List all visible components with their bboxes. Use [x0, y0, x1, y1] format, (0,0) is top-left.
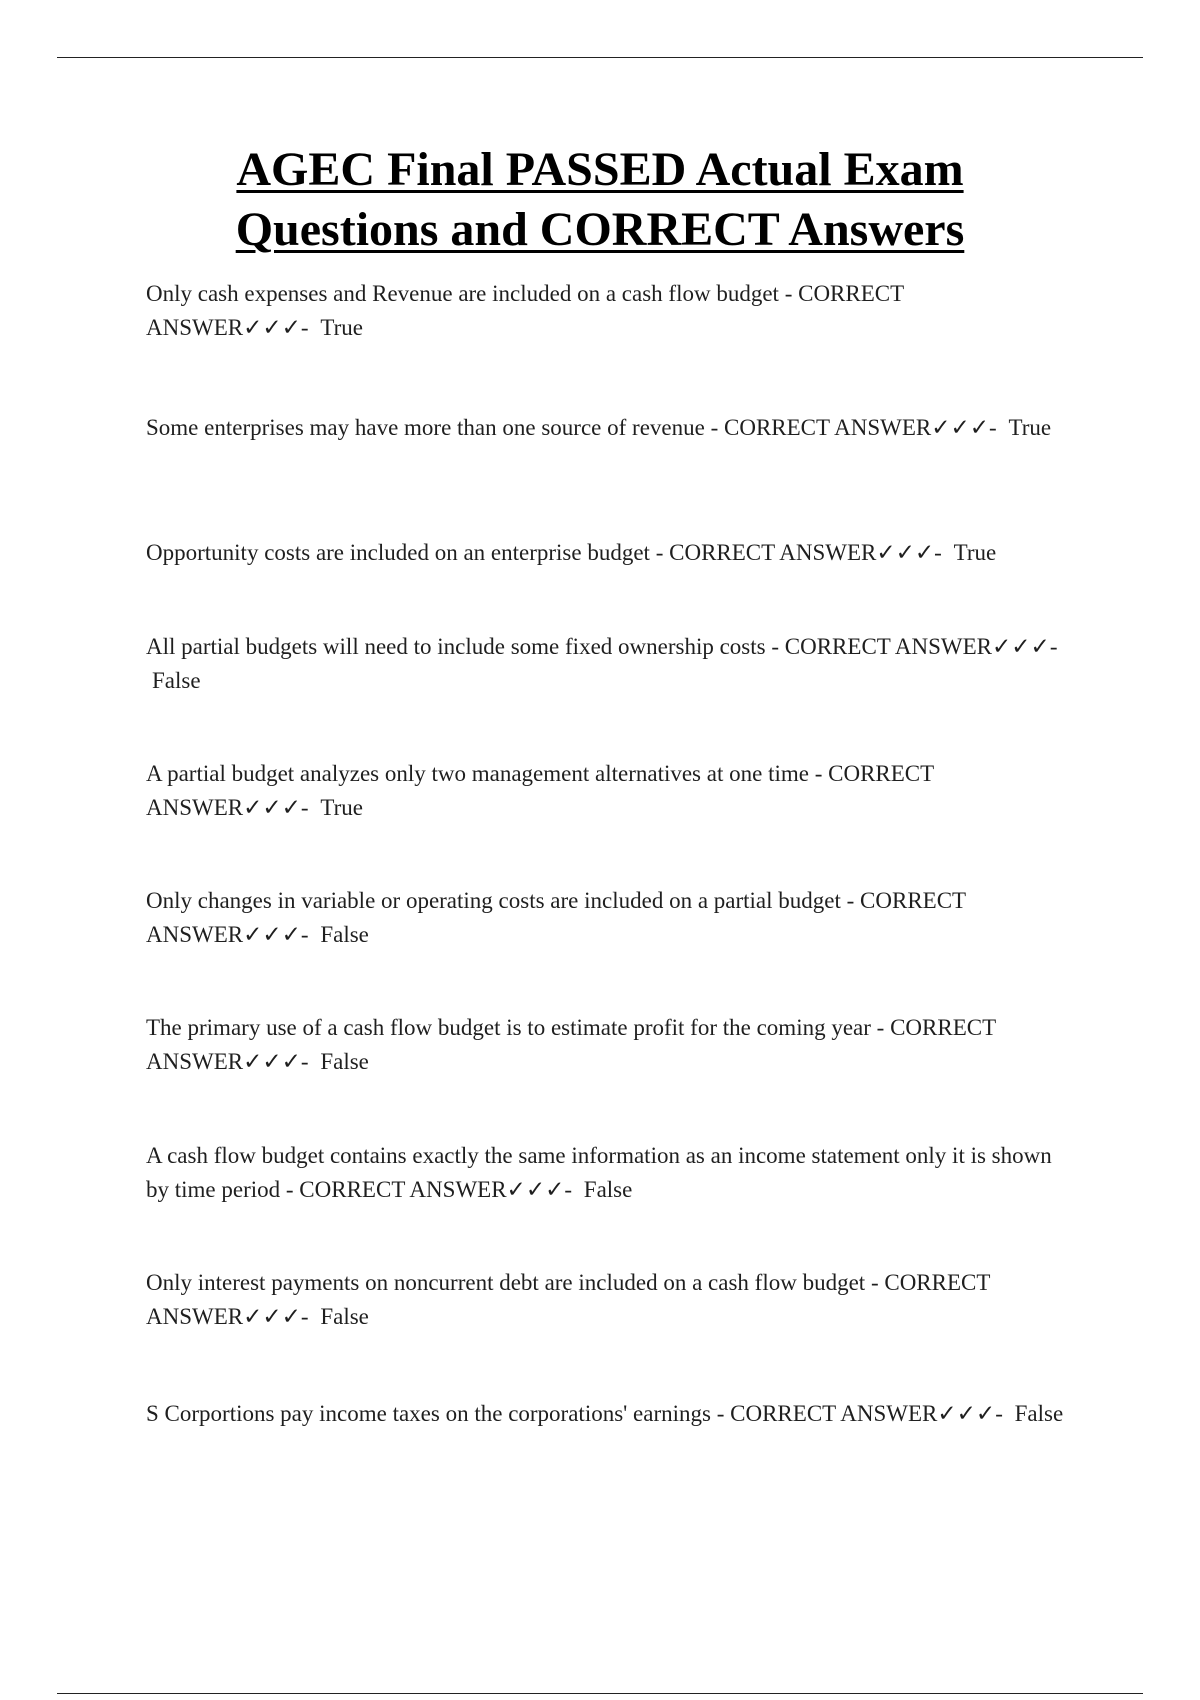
answer-text: False [152, 668, 201, 693]
answer-marker: - CORRECT ANSWER✓✓✓- [146, 1015, 996, 1074]
answer-marker: - CORRECT ANSWER✓✓✓- [146, 888, 966, 947]
question-text: Only changes in variable or operating costs are included on a partial budget [146, 888, 841, 913]
answer-marker: - CORRECT ANSWER✓✓✓- [280, 1177, 578, 1202]
question-text: A partial budget analyzes only two management alternatives at one time [146, 761, 809, 786]
answer-marker: - CORRECT ANSWER✓✓✓- [146, 761, 934, 820]
answer-marker: - CORRECT ANSWER✓✓✓- [146, 281, 904, 340]
qa-item [146, 757, 1066, 825]
answer-text: True [320, 795, 363, 820]
question-text: The primary use of a cash flow budget is to estimate profit for the coming year [146, 1015, 871, 1040]
question-text: S Corportions pay income taxes on the corporations' earnings [146, 1401, 711, 1426]
title-line-1: AGEC Final PASSED Actual Exam [236, 143, 964, 196]
answer-text: False [320, 1049, 369, 1074]
qa-item [146, 536, 1066, 570]
question-text: A cash flow budget contains exactly the same information as an income statement only it is shown by time period [146, 1143, 1052, 1202]
qa-item [146, 1139, 1066, 1207]
question-text: Only interest payments on noncurrent debt are included on a cash flow budget [146, 1270, 866, 1295]
qa-item [146, 1266, 1066, 1334]
top-divider [57, 57, 1143, 58]
answer-marker: - CORRECT ANSWER✓✓✓- [146, 1270, 991, 1329]
question-text: Opportunity costs are included on an enterprise budget [146, 540, 650, 565]
qa-item [146, 1011, 1066, 1079]
answer-marker: - CORRECT ANSWER✓✓✓- [704, 415, 1003, 440]
qa-item [146, 411, 1066, 445]
title-line-2: Questions and CORRECT Answers [235, 203, 965, 256]
qa-item [146, 630, 1066, 698]
answer-text: True [953, 540, 997, 565]
answer-text: False [320, 1304, 369, 1329]
question-text: Only cash expenses and Revenue are included on a cash flow budget [146, 281, 779, 306]
answer-text: True [1008, 415, 1052, 440]
answer-marker: - CORRECT ANSWER✓✓✓- [765, 634, 1058, 659]
bottom-divider [57, 1693, 1143, 1694]
qa-item [146, 884, 1066, 952]
answer-marker: - CORRECT ANSWER✓✓✓- [710, 1401, 1009, 1426]
question-text: Some enterprises may have more than one source of revenue [146, 415, 705, 440]
answer-text: False [1014, 1401, 1064, 1426]
answer-text: False [320, 922, 369, 947]
document-title [120, 140, 1080, 260]
question-text: All partial budgets will need to include some fixed ownership costs [146, 634, 766, 659]
answer-text: True [320, 315, 363, 340]
answer-marker: - CORRECT ANSWER✓✓✓- [649, 540, 948, 565]
qa-item [146, 1397, 1066, 1431]
answer-text: False [583, 1177, 633, 1202]
qa-item [146, 277, 1066, 345]
